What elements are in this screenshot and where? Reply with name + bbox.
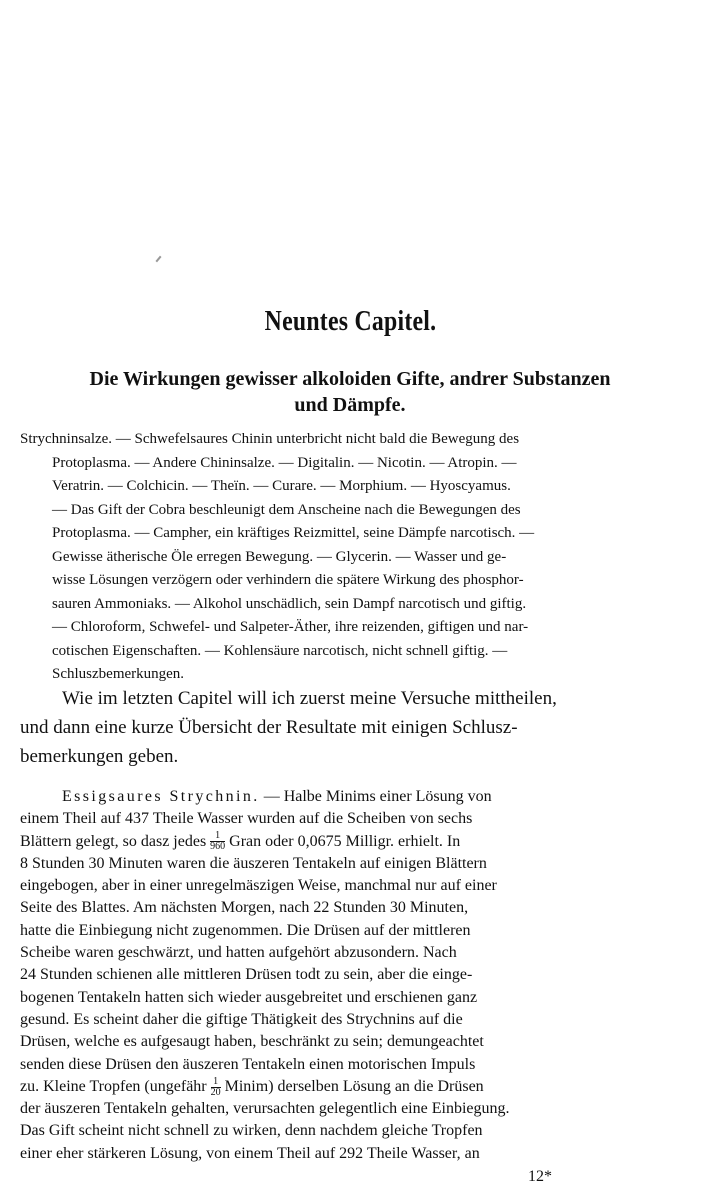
intro-paragraph [20, 684, 670, 771]
subtitle-line: und Dämpfe. [294, 394, 406, 416]
summary-line: Protoplasma. — Campher, ein kräftiges Reizmittel, seine Dämpfe narcotisch. — [52, 525, 535, 541]
body-line: senden diese Drüsen den äuszeren Tentakeln einen motorischen Impuls [20, 1055, 476, 1073]
body-line: gesund. Es scheint daher die giftige Thätigkeit des Strychnins auf die [20, 1010, 463, 1028]
section-term: Essigsaures Strychnin. [62, 788, 260, 805]
summary-line: cotischen Eigenschaften. — Kohlensäure narcotisch, nicht schnell giftig. — [52, 642, 508, 659]
intro-line: bemerkungen geben. [20, 746, 179, 767]
fraction [211, 1077, 221, 1098]
body-line: Scheibe waren geschwärzt, und hatten aufgehört abzusondern. Nach [20, 944, 457, 962]
subtitle-line: Die Wirkungen gewisser alkoloiden Gifte, andrer Substanzen [89, 368, 611, 390]
fraction-numerator: 1 [211, 1077, 221, 1088]
summary-line: Veratrin. — Colchicin. — Theïn. — Curare. — Morphium. — Hyoscyamus. [52, 478, 511, 494]
body-line: hatte die Einbiegung nicht zugenommen. Die Drüsen auf der mittleren [20, 921, 471, 939]
body-text: — Halbe Minims einer Lösung von [259, 788, 492, 805]
chapter-subtitle [18, 366, 682, 418]
body-text: Blättern gelegt, so dasz jedes [20, 832, 207, 850]
summary-line: Protoplasma. — Andere Chininsalze. — Digitalin. — Nicotin. — Atropin. — [52, 454, 517, 471]
fraction-denominator: 20 [210, 1086, 221, 1098]
summary-line: Strychninsalze. — Schwefelsaures Chinin unterbricht nicht bald die Bewegung des [20, 431, 520, 447]
summary-line: Schluszbemerkungen. [52, 666, 185, 682]
body-line: Das Gift scheint nicht schnell zu wirken, denn nachdem gleiche Tropfen [20, 1122, 483, 1140]
body-line [20, 831, 670, 853]
body-line: 24 Stunden schienen alle mittleren Drüsen todt zu sein, aber die einge- [20, 966, 473, 984]
intro-line: Wie im letzten Capitel will ich zuerst meine Versuche mittheilen, [62, 688, 557, 709]
ink-mark [155, 256, 161, 263]
fraction-denominator: 960 [210, 841, 226, 853]
summary-line: wisse Lösungen verzögern oder verhindern die spätere Wirkung des phosphor- [52, 572, 524, 588]
body-text: Minim) derselben Lösung an die Drüsen [224, 1077, 484, 1095]
summary-line: Gewisse ätherische Öle erregen Bewegung. — Glycerin. — Wasser und ge- [52, 548, 507, 565]
chapter-title: Neuntes Capitel. [264, 305, 437, 337]
body-line: eingebogen, aber in einer unregelmäszigen Weise, manchmal nur auf einer [20, 877, 497, 895]
body-line [20, 1076, 670, 1098]
body-text: Gran oder 0,0675 Milligr. erhielt. In [229, 832, 461, 850]
summary-line: — Chloroform, Schwefel- und Salpeter-Äther, ihre reizenden, giftigen und nar- [52, 619, 529, 635]
body-line: einer eher stärkeren Lösung, von einem Theil auf 292 Theile Wasser, an [20, 1144, 480, 1162]
body-line: einem Theil auf 437 Theile Wasser wurden auf die Scheiben von sechs [20, 810, 473, 828]
fraction-numerator: 1 [210, 831, 225, 842]
intro-line: und dann eine kurze Übersicht der Resultate mit einigen Schlusz- [20, 717, 518, 738]
summary-line: — Das Gift der Cobra beschleunigt dem Anscheine nach die Bewegungen des [52, 501, 521, 518]
body-line: der äuszeren Tentakeln gehalten, verursachten gelegentlich eine Einbiegung. [20, 1100, 510, 1118]
body-text: zu. Kleine Tropfen (ungefähr [20, 1077, 207, 1095]
body-paragraph [20, 786, 670, 1165]
body-line: Drüsen, welche es aufgesaugt haben, beschränkt zu sein; demungeachtet [20, 1033, 484, 1051]
page-number: 12* [528, 1168, 552, 1185]
body-line: 8 Stunden 30 Minuten waren die äuszeren Tentakeln auf einigen Blättern [20, 854, 487, 872]
body-line [20, 786, 670, 808]
body-line: bogenen Tentakeln hatten sich wieder ausgebreitet und erschienen ganz [20, 988, 478, 1006]
body-line: Seite des Blattes. Am nächsten Morgen, nach 22 Stunden 30 Minuten, [20, 899, 469, 917]
summary-line: sauren Ammoniaks. — Alkohol unschädlich, sein Dampf narcotisch und giftig. [52, 595, 527, 612]
fraction [210, 831, 225, 852]
chapter-summary [20, 428, 668, 687]
